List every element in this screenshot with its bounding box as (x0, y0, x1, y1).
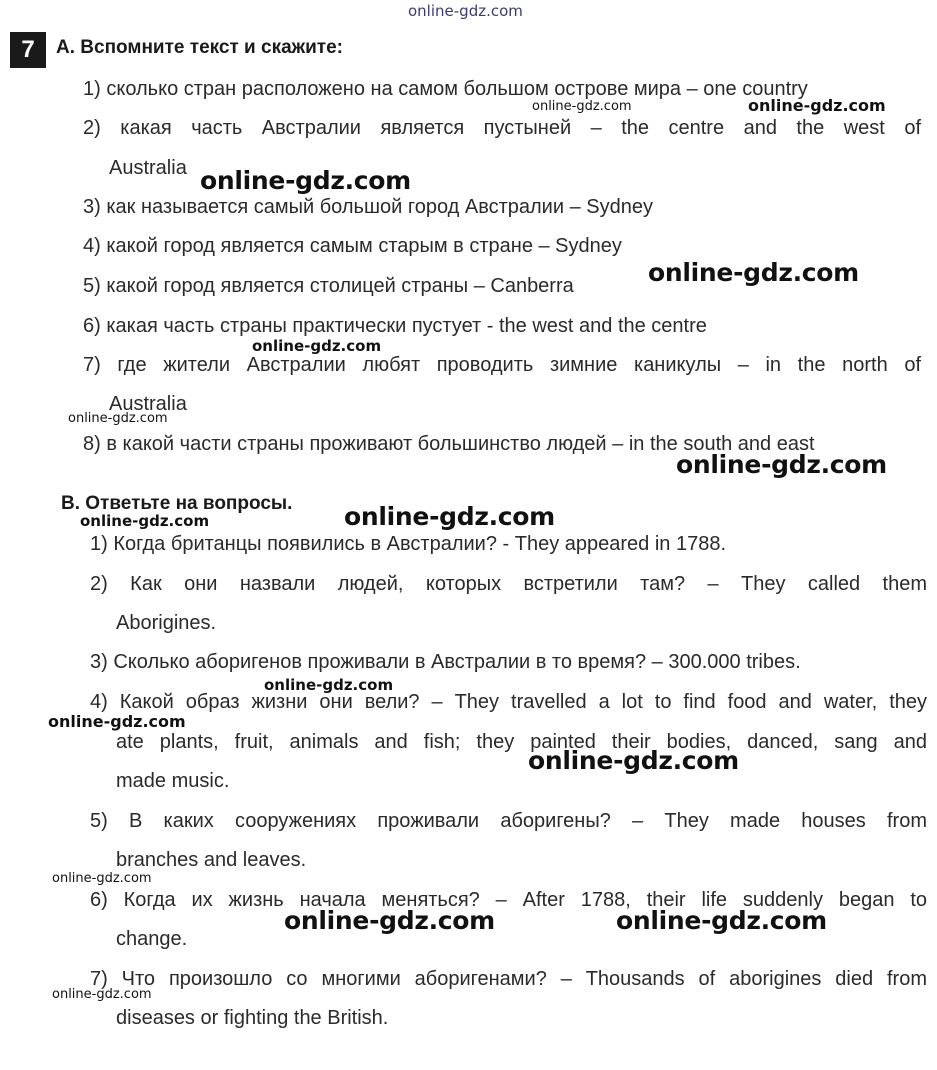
section-b-item-6-cont: change. (116, 928, 188, 950)
exercise-number: 7 (10, 32, 46, 68)
section-b-item-2: 2) Как они назвали людей, которых встретили там? – They called them (90, 573, 927, 595)
section-a-item-2: 2) какая часть Австралии является пустыней – the centre and the west of (83, 117, 921, 139)
section-b-item-7-cont: diseases or fighting the British. (116, 1007, 389, 1029)
section-b-item-5: 5) В каких сооружениях проживали аборигены? – They made houses from (90, 810, 927, 832)
section-a-heading: A. Вспомните текст и скажите: (56, 37, 343, 58)
watermark: online-gdz.com (52, 871, 152, 886)
section-b-item-4-cont-1: ate plants, fruit, animals and fish; they painted their bodies, danced, sang and (116, 731, 927, 753)
section-b-item-4: 4) Какой образ жизни они вели? – They travelled a lot to find food and water, they (90, 691, 927, 713)
section-a-item-7-cont: Australia (109, 393, 187, 415)
section-a-item-7: 7) где жители Австралии любят проводить зимние каникулы – in the north of (83, 354, 921, 376)
watermark: online-gdz.com (344, 502, 555, 531)
section-b-item-4-cont-2: made music. (116, 770, 230, 792)
watermark: online-gdz.com (284, 906, 495, 935)
section-a-item-4: 4) какой город является самым старым в стране – Sydney (83, 235, 622, 257)
watermark: online-gdz.com (616, 906, 827, 935)
watermark: online-gdz.com (52, 987, 152, 1002)
section-a-item-2-cont: Australia (109, 157, 187, 179)
section-a-item-5: 5) какой город является столицей страны – Canberra (83, 275, 574, 297)
section-b-item-6: 6) Когда их жизнь начала меняться? – After 1788, their life suddenly began to (90, 889, 927, 911)
watermark: online-gdz.com (528, 746, 739, 775)
watermark-top: online-gdz.com (408, 2, 523, 20)
watermark: online-gdz.com (200, 166, 411, 195)
section-b-item-1: 1) Когда британцы появились в Австралии? - They appeared in 1788. (90, 533, 727, 555)
watermark: online-gdz.com (648, 258, 859, 287)
section-b-item-2-cont: Aborigines. (116, 612, 217, 634)
section-b-heading: B. Ответьте на вопросы. (61, 493, 293, 514)
section-a-item-6: 6) какая часть страны практически пустует - the west and the centre (83, 315, 707, 337)
watermark: online-gdz.com (748, 96, 886, 115)
section-b-item-5-cont: branches and leaves. (116, 849, 307, 871)
watermark: online-gdz.com (532, 99, 632, 114)
watermark: online-gdz.com (68, 411, 168, 426)
watermark: online-gdz.com (676, 450, 887, 479)
watermark: online-gdz.com (252, 337, 382, 355)
section-a-item-3: 3) как называется самый большой город Австралии – Sydney (83, 196, 653, 218)
watermark: online-gdz.com (48, 712, 186, 731)
section-a-item-8: 8) в какой части страны проживают большинство людей – in the south and east (83, 433, 815, 455)
watermark: online-gdz.com (80, 512, 210, 530)
watermark: online-gdz.com (264, 676, 394, 694)
section-a-item-1: 1) сколько стран расположено на самом большом острове мира – one country (83, 78, 808, 100)
section-b-item-3: 3) Сколько аборигенов проживали в Австралии в то время? – 300.000 tribes. (90, 651, 801, 673)
section-b-item-7: 7) Что произошло со многими аборигенами? – Thousands of aborigines died from (90, 968, 927, 990)
